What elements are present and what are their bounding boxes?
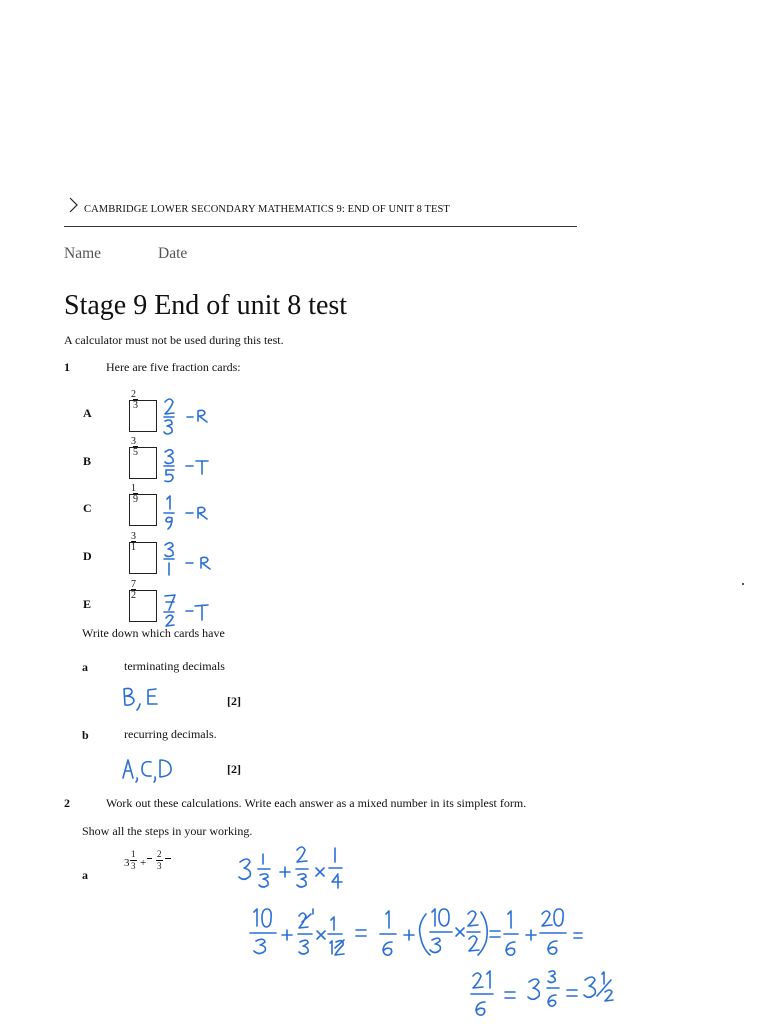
q1-part-a-text: terminating decimals	[124, 659, 225, 673]
handwritten-note-card-a	[160, 396, 220, 436]
calculator-instruction: A calculator must not be used during this test.	[64, 333, 284, 347]
expr-num2: 2	[157, 849, 162, 859]
card-d-numerator: 3	[131, 531, 136, 542]
card-c-letter: C	[83, 501, 92, 515]
fraction-card-d	[129, 542, 157, 574]
handwritten-answer-a	[118, 685, 168, 711]
q2-text: Work out these calculations. Write each answer as a mixed number in its simplest form.	[106, 796, 527, 810]
handwritten-note-card-c	[160, 491, 220, 531]
fraction-card-e	[129, 590, 157, 622]
q1-part-a-label: a	[82, 660, 88, 674]
test-title: Stage 9 End of unit 8 test	[64, 290, 348, 321]
chevron-right-icon	[66, 196, 80, 214]
card-e-letter: E	[83, 597, 92, 611]
q1-number: 1	[64, 360, 70, 374]
card-b-letter: B	[83, 454, 92, 468]
fraction-card-c	[129, 494, 157, 526]
card-b-numerator: 3	[131, 436, 136, 447]
q1-text: Here are five fraction cards:	[106, 360, 241, 374]
expr-num1: 1	[131, 849, 136, 859]
q1-part-b-marks: [2]	[227, 762, 241, 776]
card-e-numerator: 7	[131, 579, 136, 590]
handwritten-working-line2	[240, 900, 590, 970]
q1-prompt: Write down which cards have	[82, 626, 225, 640]
card-a-numerator: 2	[131, 389, 136, 400]
q2-part-a-label: a	[82, 868, 88, 882]
expr-whole: 3	[124, 857, 130, 869]
name-label: Name	[64, 245, 102, 262]
handwritten-note-card-b	[160, 444, 220, 484]
q2-number: 2	[64, 796, 70, 810]
fraction-card-a	[129, 400, 157, 432]
header-divider	[64, 226, 577, 227]
stray-dot	[742, 583, 744, 585]
q1-part-a-marks: [2]	[227, 694, 241, 708]
handwritten-answer-b	[120, 756, 180, 782]
expr-den2: 3	[157, 861, 162, 871]
expr-op1: +	[140, 857, 147, 869]
handwritten-note-card-e	[160, 588, 220, 628]
card-c-numerator: 1	[131, 483, 136, 494]
header-title: CAMBRIDGE LOWER SECONDARY MATHEMATICS 9: END OF UNIT 8 TEST	[84, 204, 450, 215]
card-d-denominator: 1	[131, 542, 136, 553]
q2-subtext: Show all the steps in your working.	[82, 824, 253, 838]
date-label: Date	[158, 245, 188, 262]
q1-part-b-label: b	[82, 728, 89, 742]
card-e-denominator: 2	[131, 590, 136, 601]
fraction-card-b	[129, 447, 157, 479]
handwritten-working-line3	[465, 964, 640, 1020]
card-a-letter: A	[83, 406, 92, 420]
card-d-letter: D	[83, 549, 92, 563]
card-c-denominator: 9	[133, 494, 138, 505]
handwritten-working-line1	[230, 842, 360, 892]
expr-den1: 3	[131, 861, 136, 871]
handwritten-note-card-d	[160, 538, 220, 578]
card-b-denominator: 5	[133, 447, 138, 458]
q1-part-b-text: recurring decimals.	[124, 727, 217, 741]
card-a-denominator: 3	[133, 400, 138, 411]
